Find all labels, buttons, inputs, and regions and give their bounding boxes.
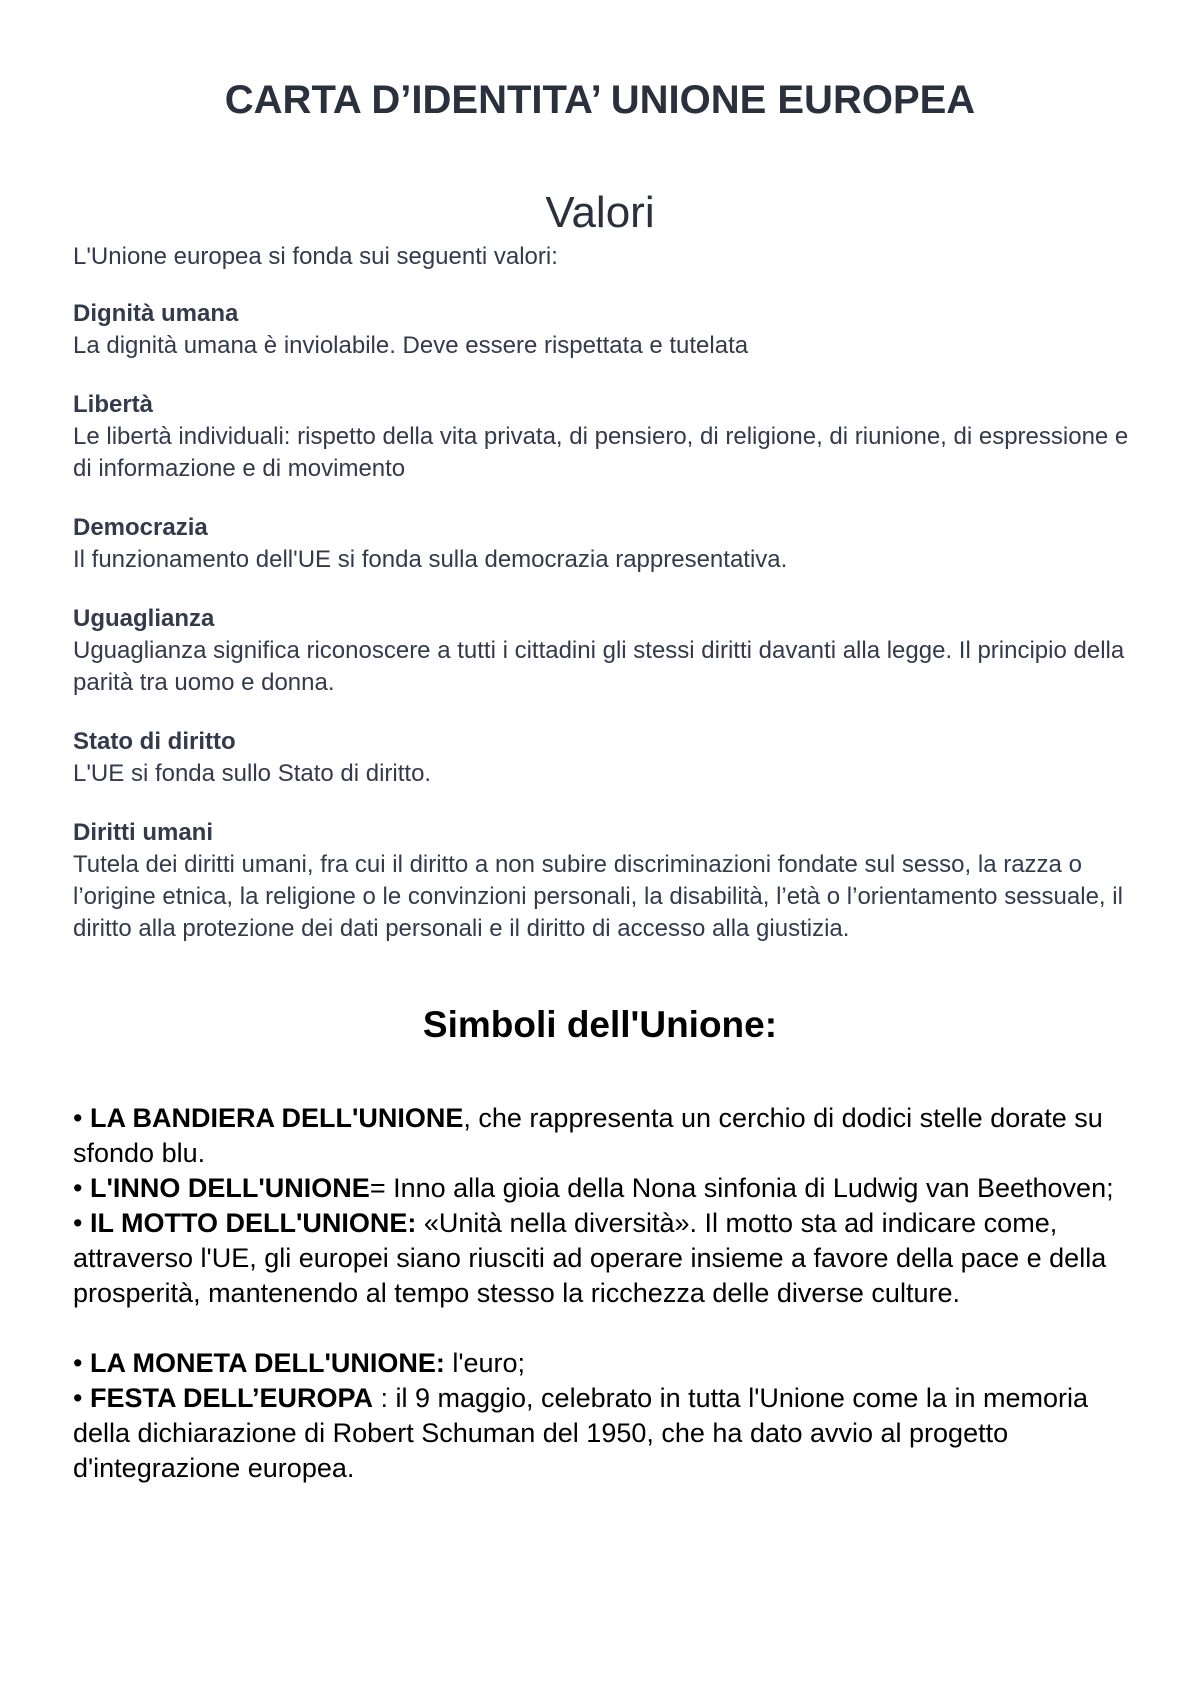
symbol-item-bandiera [73, 1101, 1143, 1171]
value-description: Il funzionamento dell'UE si fonda sulla democrazia rappresentativa. [73, 546, 788, 573]
bullet: • [73, 1208, 83, 1238]
symbol-item-motto [73, 1206, 1143, 1311]
bullet: • [73, 1348, 83, 1378]
symbol-label: FESTA DELL’EUROPA [89, 1383, 373, 1413]
value-description: Le libertà individuali: rispetto della vita privata, di pensiero, di religione, di riunione, di espressione e di informazione e di movimento [73, 423, 1129, 482]
values-intro: L'Unione europea si fonda sui seguenti valori: [73, 243, 558, 270]
symbol-text: = Inno alla gioia della Nona sinfonia di Ludwig van Beethoven; [369, 1173, 1114, 1203]
symbols-heading: Simboli dell'Unione: [422, 1004, 778, 1045]
bullet: • [73, 1173, 83, 1203]
bullet: • [73, 1383, 83, 1413]
value-name: Diritti umani [73, 819, 214, 846]
symbol-label: L'INNO DELL'UNIONE [89, 1173, 370, 1203]
value-description: L'UE si fonda sullo Stato di diritto. [73, 760, 432, 787]
symbol-text: l'euro; [444, 1348, 526, 1378]
symbol-item-festa [73, 1381, 1143, 1486]
symbol-text: , che rappresenta un cerchio di dodici stelle dorate su sfondo blu. [73, 1103, 1103, 1168]
value-item-diritti-umani [73, 817, 1148, 945]
value-name: Uguaglianza [73, 605, 215, 632]
symbol-text: «Unità nella diversità». Il motto sta ad indicare come, attraverso l'UE, gli europei siano riusciti ad operare insieme a favore della pace e della prosperità, mantenendo al tempo stesso la ricchezza delle diverse culture. [73, 1208, 1107, 1308]
value-item-liberta [73, 389, 1148, 485]
value-description: Uguaglianza significa riconoscere a tutti i cittadini gli stessi diritti davanti alla legge. Il principio della parità tra uomo e donna. [73, 637, 1125, 696]
symbol-item-moneta [73, 1346, 1143, 1381]
symbol-text: : il 9 maggio, celebrato in tutta l'Unione come la in memoria della dichiarazione di Robert Schuman del 1950, che ha dato avvio al progetto d'integrazione europea. [73, 1383, 1088, 1483]
symbol-label: IL MOTTO DELL'UNIONE: [89, 1208, 417, 1238]
value-item-stato-di-diritto [73, 726, 1148, 790]
symbol-item-inno [73, 1171, 1143, 1206]
value-name: Democrazia [73, 514, 208, 541]
value-item-uguaglianza [73, 603, 1148, 699]
symbols-list [73, 1101, 1143, 1486]
values-heading: Valori [545, 188, 655, 237]
value-item-dignita [73, 298, 1148, 362]
value-name: Stato di diritto [73, 728, 236, 755]
values-section [73, 241, 1148, 972]
value-name: Dignità umana [73, 300, 239, 327]
symbol-label: LA MONETA DELL'UNIONE: [89, 1348, 445, 1378]
value-name: Libertà [73, 391, 154, 418]
bullet: • [73, 1103, 83, 1133]
value-description: La dignità umana è inviolabile. Deve essere rispettata e tutelata [73, 332, 749, 359]
value-item-democrazia [73, 512, 1148, 576]
symbol-label: LA BANDIERA DELL'UNIONE [89, 1103, 464, 1133]
value-description: Tutela dei diritti umani, fra cui il diritto a non subire discriminazioni fondate sul sesso, la razza o l’origine etnica, la religione o le convinzioni personali, la disabilità, l’età o l’orientamento sessuale, il diritto alla protezione dei dati personali e il diritto di accesso alla giustizia. [73, 851, 1123, 942]
document-title: CARTA D’IDENTITA’ UNIONE EUROPEA [224, 78, 976, 122]
